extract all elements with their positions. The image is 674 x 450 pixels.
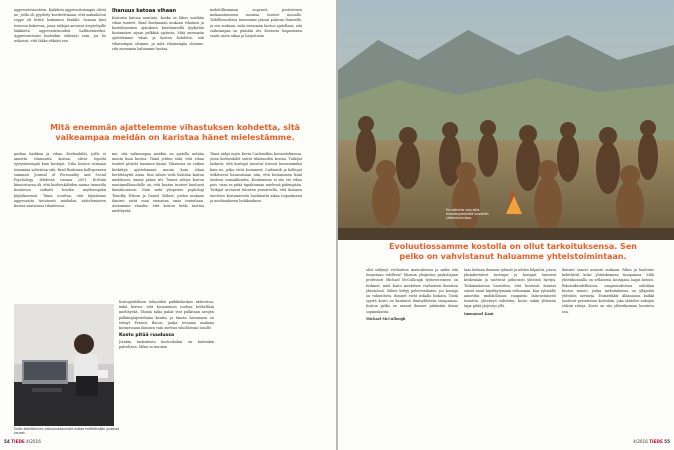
body-column-2 <box>112 152 204 300</box>
paragraph: olisi säilynyt evoluution muutoksessa ja miksi sitä tunnetaan edelleen? Miamin yliopiston psykologian professori Michael McCullough työtovereineen on tutkinut, mitä kosto merkitsee varhaisten ihmisten yhteisössä. Siihen liittyy pelotevaikutus: jos kostaja on vakuuttava, ihmiset eivät uskalla loukata. Tästä syystä kosto on kantanut ihmisyhteisön tasapainoa. Koston pelko on saanut ihmiset pitämään kiinni sopimuksista. <box>366 268 458 314</box>
paragraph: Kostosta katoaa nautinto, koska se lähes mielään vihan tunteet. Brad Bushmanin mukaan vihainen ja kostohimoinen ajatuksen kiertämisellä tyydyttää kostamisen sijaan pelkkää ajatusta. Mitä enemmän ajattelemme vihan ja koston kohdetta, sitä vihaisempia olemme, ja mitä vihaisempia olemme, sitä enemmän haluamme kostaa. <box>112 15 204 51</box>
section-subheading: Kosto pitää ruudussa <box>119 333 175 339</box>
paragraph: taas kolmen ihmisen ryhmät ja niiden kilpailut, joissa yksinkertaiset tuottajat ja kostajat toimivat keskenään ja tuottivat jatkuvasti yhteistä hyötyä. Tutkimuksessa havaittiin, että kostavat ihmiset saivat muut käyttäytymään reilummin. Kun ryhmälle annettiin mahdollisuus rangaista lainvastaisesti toimivia, yhteistyö vahvistui. Kosto onkin yhteisön tapa pitää järjestys yllä. <box>464 268 556 309</box>
paragraph: Kostopäätöksen tehneiden palkkiokeskus aktivoituu, mikä kertoo, että kostaminen tuottaa hetkellistä mielihyvää. Tämän takia pahat teot palkitaan aivojen palkkiojärjestelmän kautta, ja tämän havainnon on tehnyt Francis Bacon, jonka toteama mukaan kostaessaan ihminen vain asettuu vihollisensa tasolle. <box>119 300 214 331</box>
issue-number: 4/2016 <box>26 439 41 444</box>
brand-logo: TIEDE <box>649 439 663 444</box>
top-column-1 <box>14 8 106 120</box>
column-2 <box>464 268 556 436</box>
highlighted-name: Michael McCullough <box>366 316 406 321</box>
paragraph: ihmiset saavat asioista mukaan. Rikos ja koulutus kehittävät koko yhteiskunnan tasapainoa. Sillä yhteiskunnalla on sellaisena kostajana laajat keinot. Rikosoikeudellisessa rangaistuksessa nähdään koston muoto, jonka tarkoituksena on ylläpitää yhteisön normeja. Esimerkiksi Albaniassa kaikki tuntevat perinteisen kostolain, joka säätelee sukujen välisiä riitoja. Kosto on siis yhteiskunnan luonteva osa. <box>562 268 654 314</box>
column-1 <box>366 268 458 436</box>
body-column-3 <box>210 152 302 292</box>
paragraph: Jotakin tarkoitusta kostonhalun on kuitenkin palveltava. Miksi se muuten <box>119 340 214 350</box>
paragraph: purkaa kiukkua ja vihaa. Koehenkilöt, joille ei annettu tilaisuutta kostaa, olivat lopulta tyytyväisempiä kuin kostajat. Usko koston voimaan toimintaa vahvistaa sitä, Brad Bushman kollegoineen summasi Journal of Personality and Social Psychology -lehdessä vuonna 2001. Erittäin kiinnostavaa oli, että koehenkilöiden saama tunnetila kostaessa vaikutti heidän myöhempään käytökseensä. Tämä osoittaa, että käytämme aggressiota tietoisesti mielialan säätelemiseen kostoa vaativassa tilanteessa. <box>14 152 106 209</box>
right-page <box>338 0 674 450</box>
page-number: 54 <box>4 439 10 444</box>
left-footer <box>4 439 41 444</box>
highlighted-name: Immanuel Kant <box>464 311 494 316</box>
prehistoric-scene-image <box>338 0 674 240</box>
desk-photo <box>14 304 114 426</box>
hero-caption: Esi-isämme vaurailta metsästyskävittä toivottiin yhteistoimintaa. <box>446 208 489 221</box>
top-column-3 <box>210 8 302 120</box>
photo-caption: Selän kääntäminen pikkuloukkauksille auttaa mitättömään joutavat kaunat. <box>14 427 119 436</box>
column-3 <box>562 268 654 436</box>
top-column-2 <box>112 8 204 120</box>
page-number: 55 <box>664 439 670 444</box>
paragraph: Tämä näkyi myös Kevin Carlsmithin koeasetelmassa, jossa koehenkilöt saivat tilaisuuden kostaa. Tutkijat laskivat, että kostajat tunsivat itsensä huonommiksi kuin ne, jotka eivät kostaneet. Carlsmith ja kollegat tulkitsevat havaintoaan niin, että kostaminen lisää tunteen voimakkuutta. Kostaminen ei siis vie vihaa pois, vaan se pitää tapahtuman mielessä pidempään. Tutkijat arvioivat tulosten perusteella, että ihminen tarvitsee kostamisesta huolimatta aikaa toipuakseen ja unohtaakseen loukkauksen. <box>210 152 302 203</box>
body-column-1 <box>14 152 106 300</box>
brand-logo: TIEDE <box>11 439 25 444</box>
issue-number: 4/2016 <box>633 439 648 444</box>
pull-quote: Mitä enemmän ajattelemme vihastuksen kohdetta, sitä vaikeampaa meidän on karistaa hänet mielestämme. <box>50 123 300 142</box>
paragraph: me, sitä vaikeampaa meidän on ajatella mitään muuta kuin kostoa. Tämä johtuu siitä, että vihan tunteet pitävät huomion kiinni. Vihaisena on vaikea keskittyä ajattelemaan muuta kuin vihan herättänyttä asiaa. Kun siihen vielä lisätään koston mielikuvat, emme pääse irti. Toinen selitys koston nautinnollisuudelle on, että koston tunteet kuuluvat ihmisluontoon. Näin mitä yliopiston psykologi Timothy Wilson ja Daniel Gilbert, joiden mukaan ihmiset eivät osaa ennustaa omia tunteitaan. Arvioimme ennalta, että koston hetki tuottaa mielihyvää. <box>112 152 204 214</box>
bottom-column-2 <box>119 300 214 435</box>
right-footer <box>633 439 670 444</box>
paragraph: aggressiivisuuteen. Kaikkein aggressiivisimpia olivat ne, joilta oli pyydetty kovittelemaan, että maksikoton reppe oli hvittä loukannut henkilö. Samoin kävi toisessa kokeessa, jossa tutkijat antoivat ärsytettyille lääkkeitä aggressiivisuuden hallitsemiseksi. Aggressiivisuus kuitenkin vähentyi vain, jos he uskoivat, että lääke ehkäisi sen. <box>14 8 106 44</box>
office-illustration <box>14 304 114 426</box>
hero-illustration <box>338 0 674 240</box>
pull-quote: Evoluutiossamme kostolla on ollut tarkoituksensa. Sen pelko on vahvistanut haluamme yhteistoimintaan. <box>389 242 637 261</box>
section-heading: Ihanuus katoaa vihaan <box>112 8 177 14</box>
left-page <box>0 0 336 450</box>
paragraph: mahdollisimman nopeasti, positiivinen mukaantuminen suuntaa tunteet muualle. Todellisuudessa tunnemme jäänsä palavan ihmiselle, ja sen mukaan, mitä enemmän kostoa ajatellaan, sitä vaikeampaa on päästää irti. Kostosta luopuminen vaatii usein aikaa ja harjoitusta. <box>210 8 302 39</box>
